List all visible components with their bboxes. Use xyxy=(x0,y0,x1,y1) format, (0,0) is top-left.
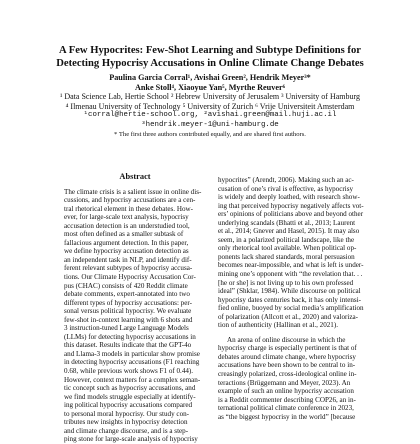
author-email: ¹corral@hertie-school.org, ²avishai.green@mail.huji.ac.il xyxy=(83,111,337,119)
text-line: only rhetorical tool available. When political op- xyxy=(218,244,357,253)
text-line: accusation detection is an understudied tool, xyxy=(64,221,190,230)
affiliations: ⁴ Ilmenau University of Technology ⁵ University of Zurich ⁶ Vrije Universiteit Amsterdam xyxy=(65,101,355,111)
left-column xyxy=(64,173,206,444)
text-line: debate comments, expert-annotated into two xyxy=(64,290,190,299)
text-line: cusation of one’s rival is effective, as hypocrisy xyxy=(218,184,354,193)
text-line: as “the biggest hypocrisy in the world” [because xyxy=(218,412,356,421)
text-line: ponents lack shared standards, moral persuasion xyxy=(218,252,355,261)
text-line: ing political hypocrisy accusations compared xyxy=(64,401,193,410)
text-line: this dataset. Results indicate that the GPT-4o xyxy=(64,341,192,350)
text-line: mining one’s opponent with “the revelation that. . . xyxy=(218,270,363,279)
text-line: The climate crisis is a salient issue in online dis- xyxy=(64,187,202,196)
text-line: teractions (Brüggemann and Meyer, 2023). An xyxy=(218,378,351,387)
text-line: cussions, and hypocrisy accusations are a cen- xyxy=(64,196,196,205)
paper-title xyxy=(20,44,400,70)
text-line: different types of hypocrisy accusations: per- xyxy=(64,298,192,307)
text-line: hypocrisy charge is especially pertinent is that of xyxy=(218,344,357,353)
equal-contribution-note: * The first three authors contributed equally, and are shared first authors. xyxy=(114,131,306,138)
text-line: 0.68, while previous work shows F1 of 0.44). xyxy=(64,367,194,376)
text-line: tions. Our Climate Hypocrisy Accusation Cor- xyxy=(64,273,196,282)
author-block xyxy=(10,73,410,140)
text-line: hypocrites” (Arendt, 2006). Making such an ac- xyxy=(218,176,354,184)
text-line: is widely and deeply loathed, with research show- xyxy=(218,193,360,202)
text-line: underlying scandals (Bhatti et al., 2013; Laurent xyxy=(218,218,356,227)
text-line: in detecting hypocrisy accusations (F1 reaching xyxy=(64,358,200,367)
text-line: few-shot in-context learning with 6 shots and xyxy=(64,315,193,324)
right-column xyxy=(218,176,374,421)
text-line: tral rhetorical element in these debates. How- xyxy=(64,204,194,213)
text-line: hypocrisy dates centuries back, it has only intensi- xyxy=(218,295,362,304)
text-line: (LLMs) for detecting hypocrisy accusations in xyxy=(64,332,196,341)
text-line: accusations have been shown to be central to in- xyxy=(218,361,356,370)
text-line: and Llama-3 models in particular show promise xyxy=(64,349,200,358)
text-line: ferent relevant subtypes of hypocrisy accusa- xyxy=(64,264,193,273)
abstract-body xyxy=(64,188,206,444)
text-line: However, context matters for a complex seman- xyxy=(64,375,201,384)
text-line: et al., 2014; Gnever and Hasel, 2015). It may also xyxy=(218,227,360,236)
text-line: pus (CHAC) consists of 420 Reddit climate xyxy=(64,281,188,290)
text-line: example of such an online hypocrisy accusation xyxy=(218,387,354,396)
text-line: tic concept such as hypocrisy accusations, and xyxy=(64,384,196,393)
title-line: Detecting Hypocrisy Accusations in Online Climate Change Debates xyxy=(56,58,364,69)
affiliations: ¹ Data Science Lab, Hertie School ² Hebrew University of Jerusalem ³ University of Hamburg xyxy=(59,92,361,101)
abstract-heading: Abstract xyxy=(119,172,151,181)
text-line: debates around climate change, where hypocrisy xyxy=(218,352,356,361)
author-names: Paulina Garcia Corral¹, Avishai Green², Hendrik Meyer³* xyxy=(109,73,311,82)
text-line: ping stone for large-scale analysis of hypocrisy xyxy=(64,435,198,444)
text-line: tributes new insights in hypocrisy detection xyxy=(64,418,188,427)
text-line: we find models struggle especially at identify- xyxy=(64,392,196,401)
intro-paragraph xyxy=(218,176,374,330)
text-line: [he or she] is not living up to his own professed xyxy=(218,278,354,287)
text-line: an independent task in NLP, and identify dif- xyxy=(64,255,192,264)
text-line: creasingly polarized, cross-ideological online in- xyxy=(218,370,357,379)
text-line: ideal” (Shklar, 1984). While discourse on political xyxy=(218,287,361,296)
text-line: ers’ opinions of politicians above and beyond other xyxy=(218,210,364,219)
text-line: sonal versus political hypocrisy. We evaluate xyxy=(64,307,192,316)
text-line: and climate change discourse, and is a step- xyxy=(64,426,189,435)
text-line: of polarization (Allcott et al., 2020) and valoriza- xyxy=(218,312,359,321)
text-line: 3 instruction-tuned Large Language Models xyxy=(64,324,189,333)
text-line: ever, for large-scale text analysis, hypocrisy xyxy=(64,213,189,222)
text-line: ternational political climate conference in 2023, xyxy=(218,404,354,413)
text-line: to personal moral hypocrisy. Our study con- xyxy=(64,409,190,418)
text-line: fallacious argument detection. In this paper, xyxy=(64,238,189,247)
text-line: is a Reddit commenter describing COP26, an in- xyxy=(218,395,356,404)
text-line: tion of authenticity (Hallinan et al., 2021). xyxy=(218,321,338,330)
author-names: Anke Stoll⁴, Xiaoyue Yan⁵, Myrthe Reuver⁶ xyxy=(134,82,286,92)
text-line: most often defined as a smaller subtask of xyxy=(64,230,184,239)
text-line: fied online, buoyed by social media’s amplification xyxy=(218,304,364,313)
title-line: A Few Hypocrites: Few-Shot Learning and Subtype Definitions for xyxy=(59,45,361,56)
author-email: ³hendrik.meyer-1@uni-hamburg.de xyxy=(141,120,279,129)
intro-paragraph xyxy=(218,336,374,421)
text-line: ing that perceived hypocrisy negatively affects vot- xyxy=(218,201,364,210)
text-line: An arena of online discourse in which the xyxy=(227,335,346,344)
text-line: becomes near-impossible, and what is left is under- xyxy=(218,261,364,270)
text-line: seem, in a polarized political landscape, like the xyxy=(218,235,355,244)
text-line: we define hypocrisy accusation detection as xyxy=(64,247,189,256)
